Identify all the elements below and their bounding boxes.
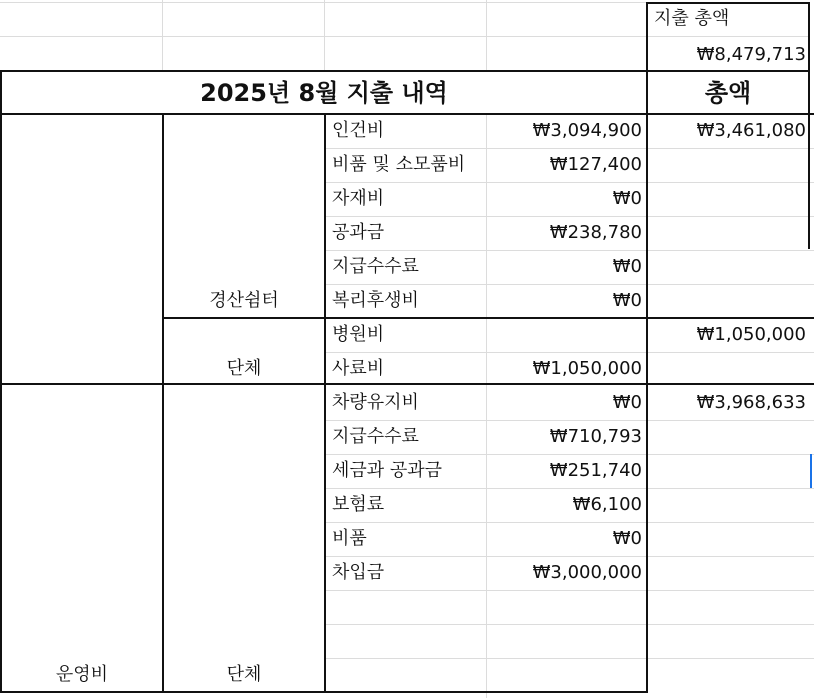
item-amount: ₩0 [612,528,642,549]
total-expense-label: 지출 총액 [654,8,730,29]
item-amount: ₩710,793 [549,426,642,447]
border [162,113,164,693]
item-name: 비품 [332,528,367,549]
border [0,113,2,693]
grid-line [324,624,814,625]
item-amount: ₩6,100 [572,494,642,515]
grid-line [324,590,814,591]
border [808,70,810,115]
subtotal: ₩1,050,000 [696,324,806,345]
item-amount: ₩127,400 [549,154,642,175]
item-name: 지급수수료 [332,256,419,277]
grid-line [486,0,487,70]
grid-line [486,114,487,698]
subtotal: ₩3,968,633 [696,392,806,413]
item-name: 사료비 [332,358,385,379]
item-name: 공과금 [332,222,385,243]
item-name: 복리후생비 [332,290,419,311]
item-amount: ₩0 [612,290,642,311]
grid-line [646,36,808,37]
item-name: 차입금 [332,562,385,583]
group-label: 단체 [226,358,262,379]
item-amount: ₩3,094,900 [532,120,642,141]
grid-line [324,0,325,70]
item-name: 인건비 [332,120,385,141]
item-name: 차량유지비 [332,392,419,413]
item-name: 세금과 공과금 [332,460,443,481]
item-name: 병원비 [332,324,385,345]
item-name: 지급수수료 [332,426,419,447]
grid-line [324,658,814,659]
item-amount: ₩0 [612,392,642,413]
grid-line [0,36,646,37]
item-amount: ₩0 [612,256,642,277]
group-label: 경산쉼터 [209,290,279,311]
item-name: 보험료 [332,494,385,515]
item-amount: ₩0 [612,188,642,209]
group-label: 단체 [226,664,262,685]
item-amount: ₩3,000,000 [532,562,642,583]
item-amount: ₩251,740 [549,460,642,481]
subtotal: ₩3,461,080 [696,120,806,141]
item-amount: ₩238,780 [549,222,642,243]
page-title: 2025년 8월 지출 내역 [200,79,448,107]
grid-line [162,0,163,70]
grid-line [0,2,646,3]
item-name: 비품 및 소모품비 [332,154,466,175]
total-expense-value: ₩8,479,713 [696,44,806,65]
item-amount: ₩1,050,000 [532,358,642,379]
total-column-header: 총액 [704,79,752,107]
item-name: 자재비 [332,188,385,209]
group-label: 운영비 [55,664,109,685]
cell-selection-indicator[interactable] [810,454,812,488]
